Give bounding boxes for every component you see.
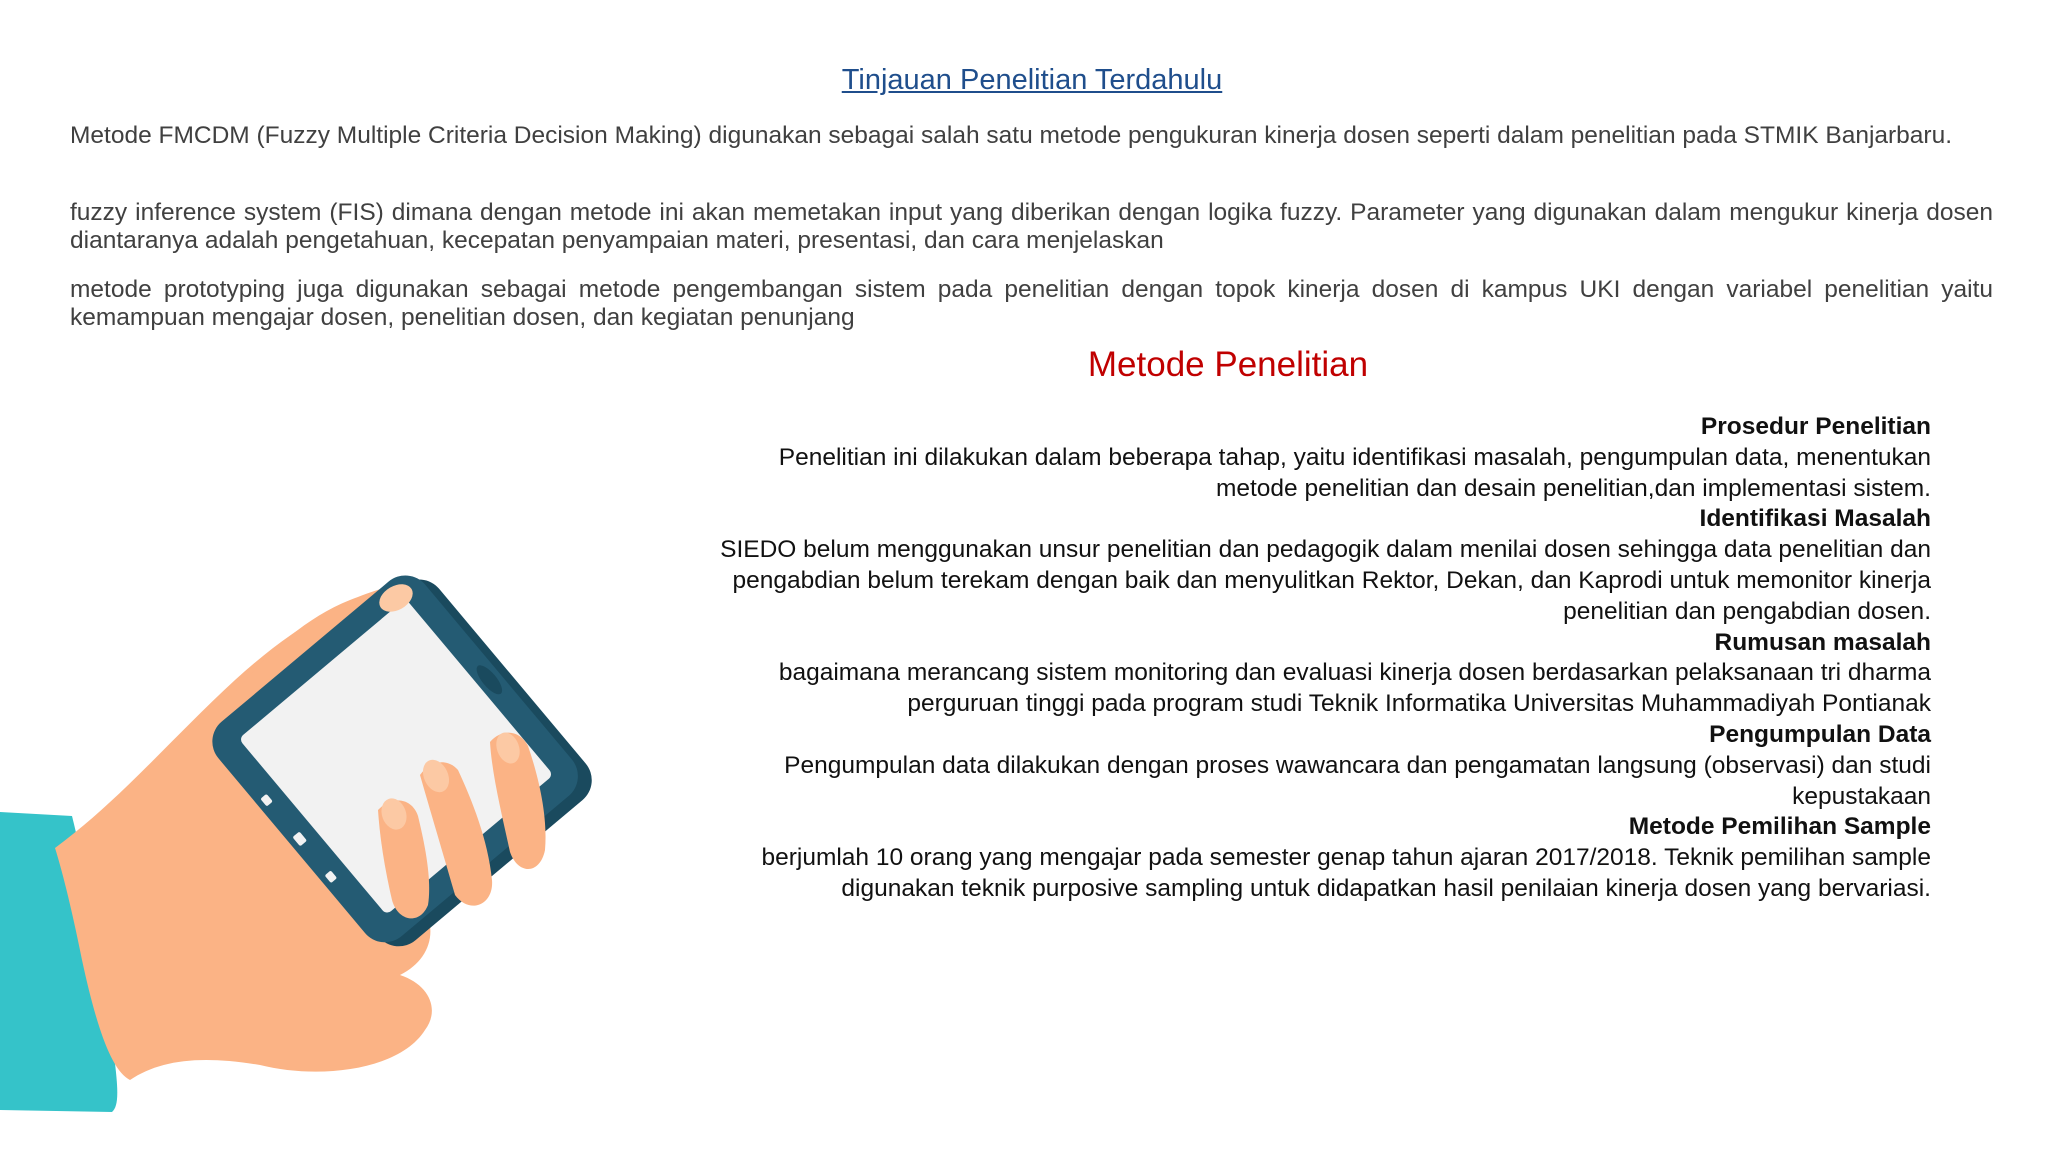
review-paragraph-2: fuzzy inference system (FIS) dimana dengan metode ini akan memetakan input yang diberikan dengan logika fuzzy. Parameter yang digunakan dalam mengukur kinerja dosen diantaranya adalah pengetahuan, kecepatan penyampaian materi, presentasi, dan cara menjelaskan — [70, 199, 1993, 254]
section-heading-identifikasi: Identifikasi Masalah — [1699, 505, 1931, 533]
section-heading-sample: Metode Pemilihan Sample — [1628, 813, 1931, 841]
section-body-rumusan: bagaimana merancang sistem monitoring dan evaluasi kinerja dosen berdasarkan pelaksanaan tri dharma perguruan tinggi pada program studi Teknik Informatika Universitas Muhammadiyah Pontianak — [778, 659, 1931, 718]
section-body-identifikasi: SIEDO belum menggunakan unsur penelitian dan pedagogik dalam menilai dosen sehingga data penelitian dan pengabdian belum terekam dengan baik dan menyulitkan Rektor, Dekan, dan Kaprodi untuk memonitor kinerja penelitian dan pengabdian dosen. — [720, 536, 1931, 625]
section-heading-rumusan: Rumusan masalah — [1714, 628, 1931, 656]
section-body-sample: berjumlah 10 orang yang mengajar pada semester genap tahun ajaran 2017/2018. Teknik pemilihan sample digunakan teknik purposive sampling untuk didapatkan hasil penilaian kinerja dosen yang bervariasi. — [761, 844, 1931, 902]
section-body-prosedur: Penelitian ini dilakukan dalam beberapa tahap, yaitu identifikasi masalah, pengumpulan data, menentukan metode penelitian dan desain penelitian,dan implementasi sistem. — [778, 443, 1931, 502]
review-title[interactable]: Tinjauan Penelitian Terdahulu — [841, 64, 1223, 96]
method-sections — [700, 412, 1931, 905]
section-heading-pengumpulan: Pengumpulan Data — [1709, 720, 1931, 748]
hand-holding-phone-illustration — [0, 540, 660, 1120]
review-paragraph-1: Metode FMCDM (Fuzzy Multiple Criteria Decision Making) digunakan sebagai salah satu metode pengukuran kinerja dosen seperti dalam penelitian pada STMIK Banjarbaru. — [70, 122, 1953, 149]
section-body-pengumpulan: Pengumpulan data dilakukan dengan proses wawancara dan pengamatan langsung (observasi) dan studi kepustakaan — [784, 751, 1931, 810]
review-paragraph-3: metode prototyping juga digunakan sebagai metode pengembangan sistem pada penelitian dengan topok kinerja dosen di kampus UKI dengan variabel penelitian yaitu kemampuan mengajar dosen, penelitian dosen, dan kegiatan penunjang — [70, 276, 1993, 331]
method-title: Metode Penelitian — [1087, 345, 1369, 384]
section-heading-prosedur: Prosedur Penelitian — [1700, 413, 1931, 440]
